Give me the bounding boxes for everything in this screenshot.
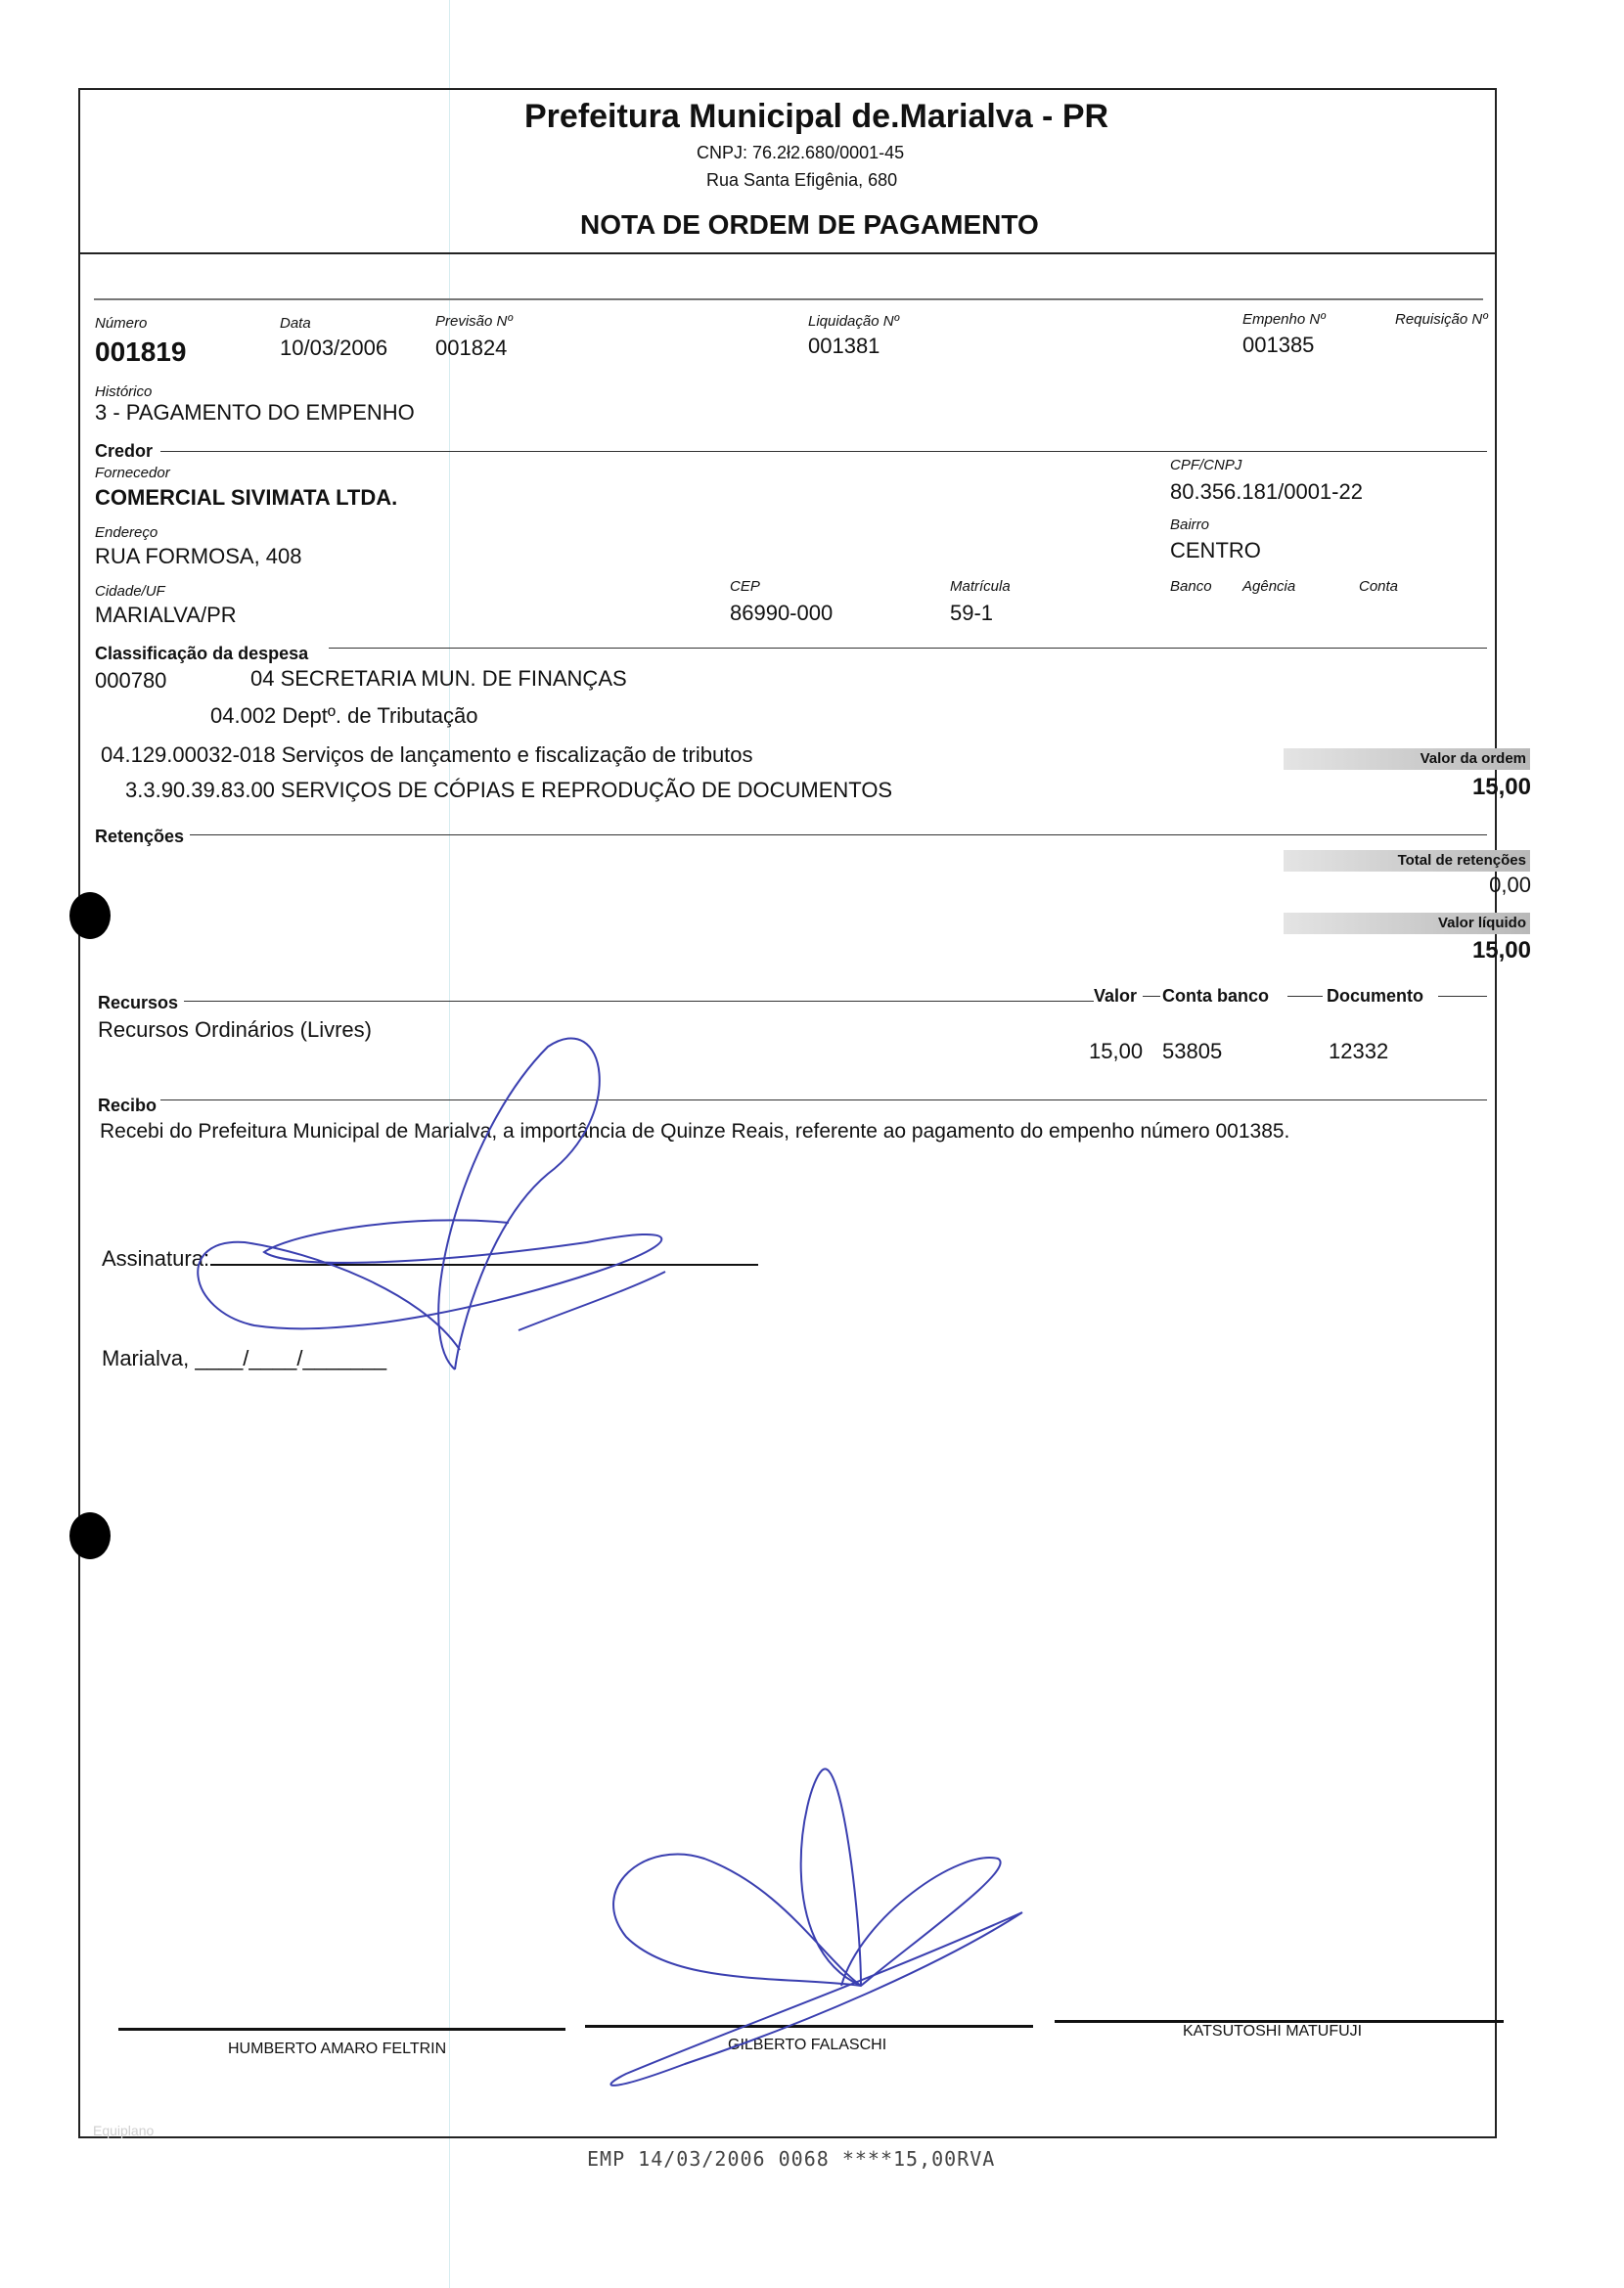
- cidade-label: Cidade/UF: [95, 583, 165, 600]
- data-label: Data: [280, 315, 311, 332]
- despesa-line2: 04.002 Deptº. de Tributação: [210, 703, 478, 728]
- bairro-label: Bairro: [1170, 516, 1210, 533]
- historico-value: 3 - PAGAMENTO DO EMPENHO: [95, 400, 415, 425]
- banco-label: Banco: [1170, 578, 1212, 595]
- fornecedor-value: COMERCIAL SIVIMATA LTDA.: [95, 485, 398, 510]
- assinatura-label: Assinatura:: [102, 1246, 210, 1271]
- conta-banco-col-header: Conta banco: [1162, 986, 1270, 1006]
- total-retencoes-header: Total de retenções: [1284, 850, 1530, 872]
- signature-stroke: [198, 1220, 661, 1350]
- empenho-label: Empenho Nº: [1242, 311, 1326, 328]
- matricula-value: 59-1: [950, 601, 994, 625]
- valor-ordem-header: Valor da ordem: [1284, 748, 1530, 770]
- cep-label: CEP: [730, 578, 760, 595]
- agencia-label: Agência: [1242, 578, 1296, 595]
- signature-stroke: [610, 1912, 1022, 2086]
- endereco-label: Endereço: [95, 524, 158, 541]
- recurso-documento: 12332: [1329, 1039, 1389, 1063]
- fornecedor-label: Fornecedor: [95, 465, 170, 481]
- cpf-label: CPF/CNPJ: [1170, 457, 1242, 473]
- signature-stroke: [801, 1769, 861, 1986]
- signature-stroke: [613, 1854, 1001, 1986]
- signatory-name: KATSUTOSHI MATUFUJI: [1183, 2023, 1363, 2040]
- requisicao-label: Requisição Nº: [1395, 311, 1488, 328]
- page-title: Prefeitura Municipal de.Marialva - PR: [524, 98, 1109, 135]
- previsao-label: Previsão Nº: [435, 313, 513, 330]
- valor-liquido-value: 15,00: [1471, 937, 1531, 964]
- cnpj-text: CNPJ: 76.2ł2.680/0001-45: [697, 143, 905, 162]
- date-place: Marialva, ____/____/_______: [102, 1346, 387, 1370]
- previsao-value: 001824: [435, 336, 508, 360]
- total-retencoes-value: 0,00: [1489, 873, 1531, 897]
- valor-ordem-value: 15,00: [1471, 774, 1531, 800]
- documento-col-header: Documento: [1327, 986, 1423, 1006]
- recurso-item: Recursos Ordinários (Livres): [98, 1017, 372, 1042]
- bairro-value: CENTRO: [1170, 538, 1261, 562]
- payment-stamp: EMP 14/03/2006 0068 ****15,00RVA: [587, 2147, 996, 2171]
- despesa-line1: 04 SECRETARIA MUN. DE FINANÇAS: [250, 666, 627, 691]
- recurso-valor: 15,00: [1089, 1039, 1144, 1063]
- recibo-text: Recebi do Prefeitura Municipal de Marialva, a importância de Quinze Reais, referente ao pagamento do empenho número 001385.: [100, 1120, 1290, 1143]
- address-text: Rua Santa Efigênia, 680: [706, 170, 898, 190]
- signatory-name: GILBERTO FALASCHI: [728, 2037, 887, 2053]
- signature-stroke: [519, 1272, 665, 1330]
- retencoes-section-title: Retenções: [95, 827, 185, 846]
- conta-label: Conta: [1359, 578, 1399, 595]
- endereco-value: RUA FORMOSA, 408: [95, 544, 302, 568]
- valor-col-header: Valor: [1094, 986, 1138, 1006]
- faint-watermark: Equiplano: [93, 2123, 155, 2138]
- numero-label: Número: [95, 315, 148, 332]
- despesa-line4: 3.3.90.39.83.00 SERVIÇOS DE CÓPIAS E REPRODUÇÃO DE DOCUMENTOS: [125, 778, 893, 802]
- credor-section-title: Credor: [95, 441, 154, 461]
- liquidacao-value: 001381: [808, 334, 880, 358]
- numero-value: 001819: [95, 336, 187, 367]
- despesa-code: 000780: [95, 668, 167, 693]
- recursos-section-title: Recursos: [98, 993, 179, 1012]
- empenho-value: 001385: [1242, 333, 1315, 357]
- recurso-conta: 53805: [1162, 1039, 1223, 1063]
- signatory-name: HUMBERTO AMARO FELTRIN: [228, 2041, 447, 2057]
- signature-stroke: [438, 1038, 600, 1369]
- despesa-section-title: Classificação da despesa: [95, 644, 309, 663]
- document-title: NOTA DE ORDEM DE PAGAMENTO: [580, 209, 1039, 240]
- despesa-line3: 04.129.00032-018 Serviços de lançamento e fiscalização de tributos: [101, 742, 753, 767]
- valor-liquido-header: Valor líquido: [1284, 913, 1530, 934]
- cidade-value: MARIALVA/PR: [95, 603, 237, 627]
- data-value: 10/03/2006: [280, 336, 388, 360]
- matricula-label: Matrícula: [950, 578, 1011, 595]
- recibo-section-title: Recibo: [98, 1096, 158, 1115]
- liquidacao-label: Liquidação Nº: [808, 313, 900, 330]
- historico-label: Histórico: [95, 383, 153, 400]
- cpf-value: 80.356.181/0001-22: [1170, 479, 1363, 504]
- cep-value: 86990-000: [730, 601, 834, 625]
